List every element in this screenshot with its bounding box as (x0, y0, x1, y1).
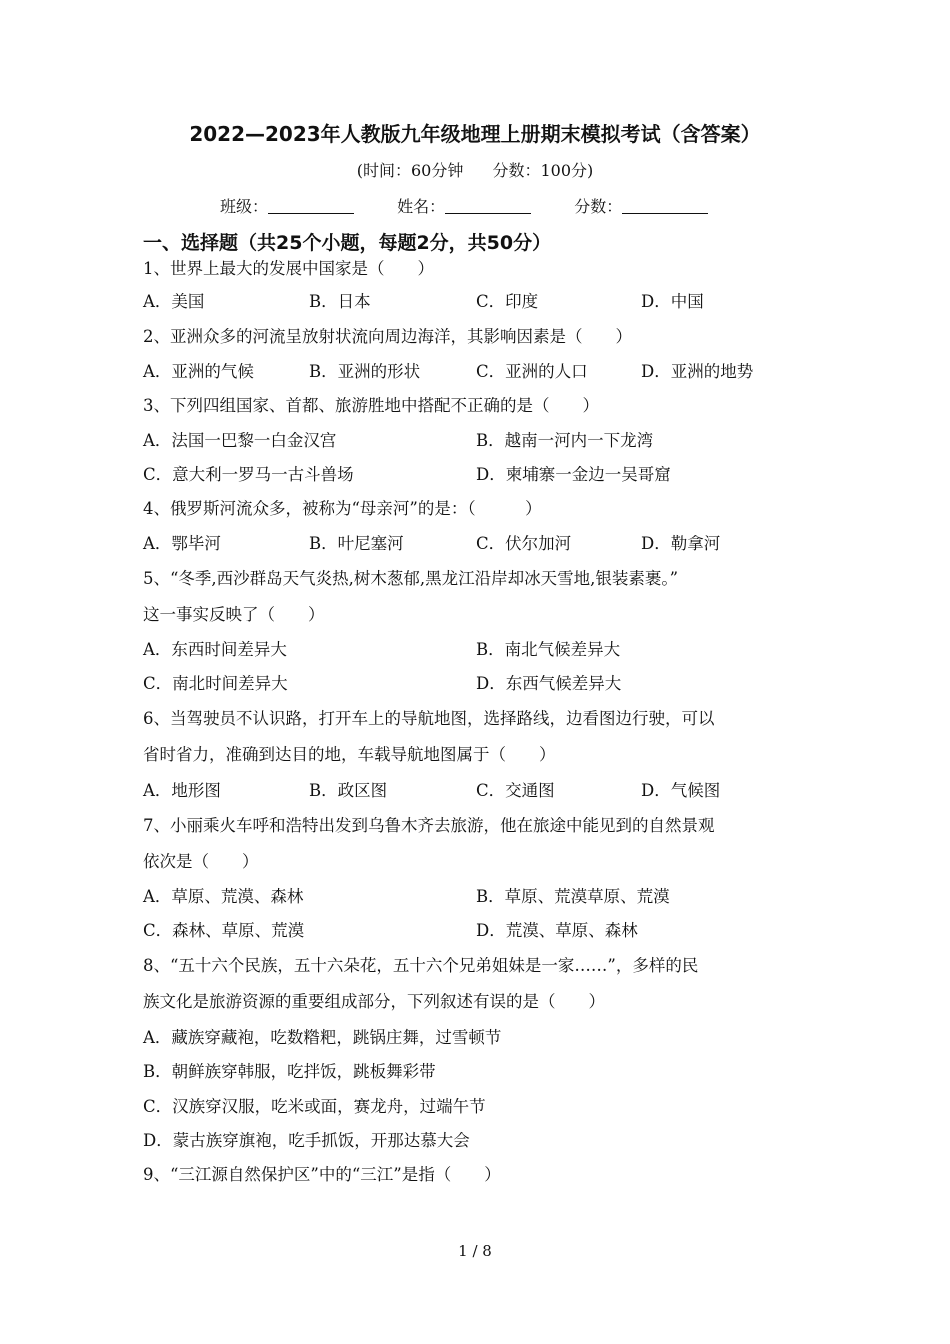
score-field (574, 194, 708, 217)
q8-option-a: A．藏族穿藏袍，吃数糌粑，跳锅庄舞，过雪顿节 (143, 1028, 502, 1047)
question-6: 6、当驾驶员不认识路，打开车上的导航地图，选择路线，边看图边行驶，可以 (143, 709, 715, 728)
q8-option-d: D．蒙古族穿旗袍，吃手抓饭，开那达慕大会 (143, 1131, 470, 1150)
q7-option-d: D．荒漠、草原、森林 (476, 921, 638, 940)
q2-option-a: A．亚洲的气候 (143, 362, 254, 381)
q1-option-b: B．日本 (309, 292, 371, 311)
q3-option-b: B．越南一河内一下龙湾 (476, 431, 654, 450)
q8-option-b: B．朝鲜族穿韩服，吃拌饭，跳板舞彩带 (143, 1062, 436, 1081)
page-number: 1 / 8 (458, 1242, 492, 1260)
q1-option-d: D．中国 (641, 292, 704, 311)
question-7-cont: 依次是（ ） (143, 852, 259, 871)
exam-total-score: 分数：100分) (492, 161, 594, 180)
class-field (220, 194, 354, 217)
q4-option-c: C．伏尔加河 (476, 534, 572, 553)
q7-option-a: A．草原、荒漠、森林 (143, 887, 304, 906)
question-8-cont: 族文化是旅游资源的重要组成部分，下列叙述有误的是（ ） (143, 992, 605, 1011)
q7-option-c: C．森林、草原、荒漠 (143, 921, 305, 940)
question-8: 8、“五十六个民族，五十六朵花，五十六个兄弟姐妹是一家……”，多样的民 (143, 956, 699, 975)
class-blank[interactable] (268, 197, 354, 214)
q4-option-d: D．勒拿河 (641, 534, 721, 553)
q8-option-c: C．汉族穿汉服，吃米或面，赛龙舟，过端午节 (143, 1097, 486, 1116)
score-blank[interactable] (622, 197, 708, 214)
score-label: 分数： (574, 197, 623, 216)
question-2: 2、亚洲众多的河流呈放射状流向周边海洋，其影响因素是（ ） (143, 327, 632, 346)
section-heading: 一、选择题（共25个小题，每题2分，共50分） (143, 232, 552, 254)
exam-info (0, 158, 950, 181)
class-label: 班级： (220, 197, 269, 216)
q7-option-b: B．草原、荒漠草原、荒漠 (476, 887, 670, 906)
document-title: 2022—2023年人教版九年级地理上册期末模拟考试（含答案） (189, 122, 761, 146)
name-label: 姓名： (397, 197, 446, 216)
question-5-cont: 这一事实反映了（ ） (143, 605, 325, 624)
q6-option-b: B．政区图 (309, 781, 388, 800)
q3-option-d: D．柬埔寨一金边一吴哥窟 (476, 465, 671, 484)
q5-option-d: D．东西气候差异大 (476, 674, 622, 693)
q6-option-c: C．交通图 (476, 781, 555, 800)
q2-option-b: B．亚洲的形状 (309, 362, 421, 381)
q5-option-b: B．南北气候差异大 (476, 640, 621, 659)
q1-option-a: A．美国 (143, 292, 205, 311)
q4-option-a: A．鄂毕河 (143, 534, 221, 553)
q6-option-d: D．气候图 (641, 781, 721, 800)
q6-option-a: A．地形图 (143, 781, 221, 800)
question-3: 3、下列四组国家、首都、旅游胜地中搭配不正确的是（ ） (143, 396, 599, 415)
question-6-cont: 省时省力，准确到达目的地，车载导航地图属于（ ） (143, 745, 556, 764)
q1-option-c: C．印度 (476, 292, 539, 311)
q4-option-b: B．叶尼塞河 (309, 534, 404, 553)
question-7: 7、小丽乘火车呼和浩特出发到乌鲁木齐去旅游，他在旅途中能见到的自然景观 (143, 816, 715, 835)
name-blank[interactable] (445, 197, 531, 214)
q2-option-d: D．亚洲的地势 (641, 362, 754, 381)
q5-option-a: A．东西时间差异大 (143, 640, 287, 659)
q5-option-c: C．南北时间差异大 (143, 674, 288, 693)
q3-option-c: C．意大利一罗马一古斗兽场 (143, 465, 354, 484)
exam-time: (时间：60分钟 (356, 161, 464, 180)
question-4: 4、俄罗斯河流众多，被称为“母亲河”的是：（ ） (143, 499, 542, 518)
q3-option-a: A．法国一巴黎一白金汉宫 (143, 431, 337, 450)
name-field (397, 194, 531, 217)
question-9: 9、“三江源自然保护区”中的“三江”是指（ ） (143, 1165, 501, 1184)
question-5: 5、“冬季,西沙群岛天气炎热,树木葱郁,黑龙江沿岸却冰天雪地,银装素裹。” (143, 569, 679, 588)
q2-option-c: C．亚洲的人口 (476, 362, 588, 381)
student-info-fields (220, 194, 746, 217)
question-1: 1、世界上最大的发展中国家是（ ） (143, 259, 434, 278)
